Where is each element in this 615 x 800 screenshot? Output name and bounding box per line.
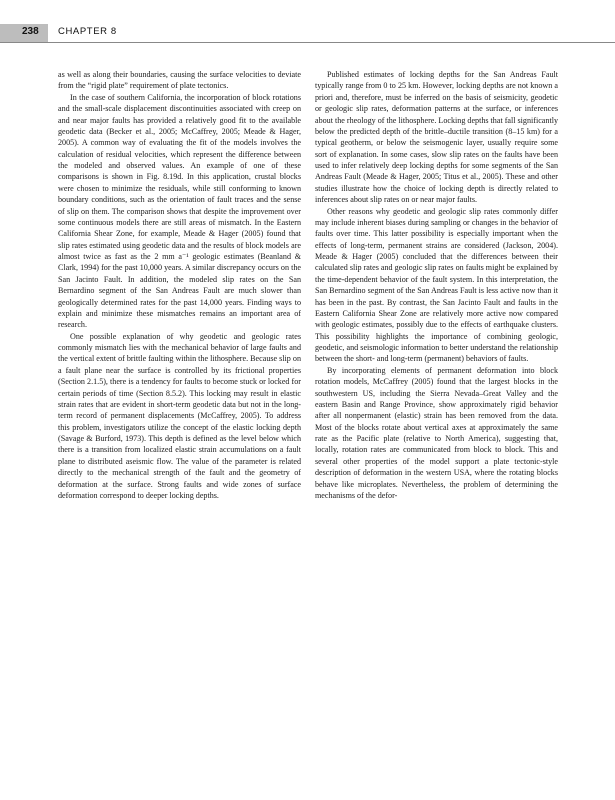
page-header [0,22,615,46]
left-paragraph-3: One possible explanation of why geodetic and geologic rates commonly mismatch lies with the mechanical behavior of large faults and the vertical extent of brittle faulting within the lithosphere. Because slip on a fault plane near the surface is controlled by its frictional properties (Section 2.1.5), there is a tendency for faults to become stuck or locked for certain periods of time (Section 8.5.2). This locking may result in elastic strain rates that are evident in short-term geodetic data but not in the long-term record of permanent displacements (McCaffrey, 2005). To address this problem, investigators utilize the concept of the elastic locking depth (Savage & Burford, 1973). This depth is defined as the level below which there is a transition from localized elastic strain accumulations on a fault plane to distributed aseismic flow. The value of the parameter is related directly to the mechanical strength of the fault and the geometry of deformation at the surface. Strong faults and wide zones of surface deformation correspond to deeper locking depths. [58,331,301,500]
right-column [315,69,558,501]
right-paragraph-2: Other reasons why geodetic and geologic slip rates commonly differ may include inherent biases during sampling or changes in the behavior of faults over time. This latter possibility is especially important when the effects of long-term, permanent strains are considered (Jackson, 2004). Meade & Hager (2005) concluded that the differences between their calculated slip rates and geologic slip rates on faults might be explained by the time-dependent behavior of the fault system. In this interpretation, the San Bernardino segment of the San Andreas Fault is less active now than it has been in the past. By contrast, the San Jacinto Fault and faults in the Eastern California Shear Zone are relatively more active now compared with geologic estimates, possibly due to the effects of earthquake clusters. This possibility highlights the importance of combining geologic, geodetic, and seismologic information to better understand the relationship between the short- and long-term (permanent) behaviors of faults. [315,206,558,364]
left-paragraph-2: In the case of southern California, the incorporation of block rotations and the small-scale displacement discontinuities associated with creep on and near major faults has provided a relatively good fit to the available geodetic data (Becker et al., 2005; McCaffrey, 2005; Meade & Hager, 2005). A common way of evaluating the fit of the models involves the calculation of residual velocities, which represent the difference between the modeled and observed values. An example of one of these comparisons is shown in Fig. 8.19d. In this application, crustal blocks were chosen to minimize the residuals, while still conforming to known boundary conditions, such as the orientation of fault traces and the sense of slip on them. The comparison shows that despite the improvement over some continuous models there are still areas of mismatch. In the Eastern California Shear Zone, for example, Meade & Hager (2005) found that slip rates estimated using geodetic data and the results of block models are almost twice as fast as the 2 mm a⁻¹ geologic estimates (Beanland & Clark, 1994) for the past 10,000 years. A similar discrepancy occurs on the San Jacinto Fault. In addition, the modeled slip rates on the San Bernardino segment of the San Andreas Fault are much slower than geologically determined rates for the past 14,000 years. Finding ways to explain and minimize these mismatches remains an important area of research. [58,92,301,330]
chapter-title: CHAPTER 8 [58,26,117,37]
left-column [58,69,301,501]
right-paragraph-3: By incorporating elements of permanent deformation into block rotation models, McCaffrey (2005) found that the largest blocks in the southwestern US, including the Sierra Nevada–Great Valley and the eastern Basin and Range Province, show approximately rigid behavior after all nonpermanent (elastic) strain has been removed from the data. Most of the blocks rotate about vertical axes at approximately the same rate as the Pacific plate (relative to North America), suggesting that, locally, rotation rates are communicated from block to block. This and several other properties of the model support a plate tectonic-style description of deformation in the western USA, where the rotating blocks behave like microplates. Nevertheless, the problem of determining the mechanisms of the defor- [315,365,558,500]
right-paragraph-1: Published estimates of locking depths for the San Andreas Fault typically range from 0 to 25 km. However, locking depths are not known a priori and, therefore, must be inferred on the basis of seismicity, geodetic or geologic slip rates, deformation patterns at the surface, or inferences about the rheology of the lithosphere. Locking depths that fall significantly below the predicted depth of the brittle–ductile transition (8–15 km) for a typical geotherm, or below the seismogenic layer, usually require some sort of explanation. In some cases, slow slip rates on the faults have been used to infer relatively deep locking depths for some segments of the San Andreas Fault (Meade & Hager, 2005; Titus et al., 2005). These and other studies illustrate how the choice of locking depth is directly related to inferences about slip rates on or near major faults. [315,70,558,205]
header-rule [0,42,615,43]
page-number: 238 [22,26,39,37]
left-paragraph-1: as well as along their boundaries, causing the surface velocities to deviate from the “rigid plate” requirement of plate tectonics. [58,70,301,91]
